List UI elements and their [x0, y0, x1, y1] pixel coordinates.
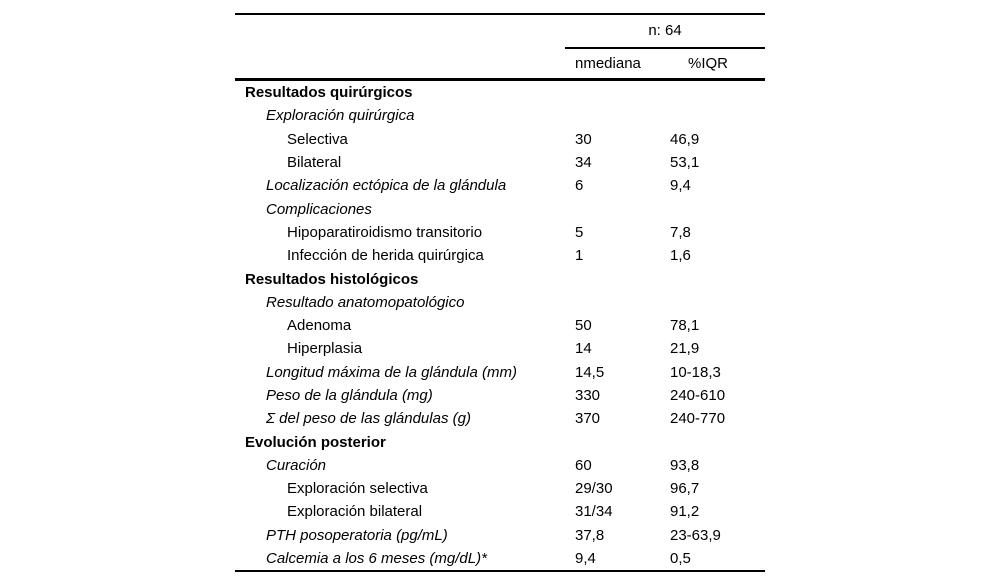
row-label: Peso de la glándula (mg): [266, 387, 433, 404]
cell-n-mediana: 14: [575, 340, 592, 358]
table-group-header-row: [235, 15, 765, 47]
cell-pct-iqr: 21,9: [670, 340, 700, 358]
row-label: Adenoma: [287, 317, 352, 335]
row-label: Exploración selectiva: [287, 480, 428, 498]
row-label: Resultados quirúrgicos: [245, 84, 413, 102]
results-table: [235, 13, 765, 572]
cell-pct-iqr: 7,8: [670, 223, 691, 241]
table-row: [235, 547, 765, 570]
cell-pct-iqr: 23-63,9: [670, 526, 721, 544]
cell-pct-iqr: 46,9: [670, 130, 700, 148]
table-row: [235, 524, 765, 547]
cell-pct-iqr: 10-18,3: [670, 363, 721, 381]
table-row: [235, 174, 765, 197]
cell-n-mediana: 6: [575, 177, 584, 195]
cell-n-mediana: 1: [575, 247, 584, 265]
table-row: [235, 291, 765, 314]
row-label: Complicaciones: [266, 200, 372, 218]
row-label: Calcemia a los 6 meses (mg/dL)*: [266, 550, 487, 568]
table-row: [235, 104, 765, 127]
table-bottom-rule: [235, 570, 765, 572]
table-row: [235, 128, 765, 151]
cell-n-mediana: 31/34: [575, 503, 613, 521]
column-header-stat: nmediana: [575, 55, 641, 72]
table-row: [235, 500, 765, 523]
cell-pct-iqr: 0,5: [670, 550, 691, 568]
table-row: [235, 244, 765, 267]
row-label: Evolución posterior: [245, 433, 386, 451]
table-row: [235, 197, 765, 220]
row-label: Exploración quirúrgica: [266, 107, 415, 125]
cell-n-mediana: 14,5: [575, 363, 605, 381]
cell-n-mediana: 370: [575, 410, 601, 428]
table-row: [235, 384, 765, 407]
row-label: Localización ectópica de la glándula: [266, 177, 507, 195]
cell-pct-iqr: 96,7: [670, 480, 700, 498]
row-label: Σ del peso de las glándulas (g): [266, 410, 471, 428]
table-row: [235, 337, 765, 360]
cell-n-mediana: 5: [575, 223, 584, 241]
cell-n-mediana: 29/30: [575, 480, 613, 498]
cell-pct-iqr: 240-770: [670, 410, 726, 428]
row-label: Hipoparatiroidismo transitorio: [287, 223, 483, 241]
cell-pct-iqr: 1,6: [670, 247, 691, 265]
table-row: [235, 454, 765, 477]
table-row: [235, 221, 765, 244]
table-column-header-row: [235, 49, 765, 78]
cell-n-mediana: 50: [575, 317, 592, 335]
row-label: PTH posoperatoria (pg/mL): [266, 526, 448, 544]
row-label: Exploración bilateral: [287, 503, 423, 521]
cell-n-mediana: 34: [575, 154, 592, 172]
cell-n-mediana: 30: [575, 130, 592, 148]
cell-pct-iqr: 93,8: [670, 456, 700, 474]
cell-n-mediana: 37,8: [575, 526, 605, 544]
row-label: Resultado anatomopatológico: [266, 293, 465, 311]
cell-n-mediana: 330: [575, 387, 601, 404]
cell-pct-iqr: 53,1: [670, 154, 700, 172]
row-label: Resultados histológicos: [245, 270, 419, 288]
cell-pct-iqr: 78,1: [670, 317, 700, 335]
group-header-n: n: 64: [648, 22, 682, 39]
table-row: [235, 314, 765, 337]
row-label: Selectiva: [287, 130, 348, 148]
table-row-section: [235, 430, 765, 453]
cell-pct-iqr: 91,2: [670, 503, 700, 521]
table-row-section: [235, 267, 765, 290]
row-label: Infección de herida quirúrgica: [287, 247, 484, 265]
table-row: [235, 407, 765, 430]
table-row: [235, 477, 765, 500]
row-label: Curación: [266, 456, 327, 474]
cell-n-mediana: 9,4: [575, 550, 596, 568]
row-label: Longitud máxima de la glándula (mm): [266, 363, 517, 381]
column-header-dispersion: %IQR: [688, 55, 729, 72]
table-body: [235, 81, 765, 570]
table-row: [235, 361, 765, 384]
row-label: Hiperplasia: [287, 340, 363, 358]
table-row-section: [235, 81, 765, 104]
cell-pct-iqr: 240-610: [670, 387, 726, 404]
cell-n-mediana: 60: [575, 456, 592, 474]
table-row: [235, 151, 765, 174]
cell-pct-iqr: 9,4: [670, 177, 691, 195]
row-label: Bilateral: [287, 154, 342, 172]
